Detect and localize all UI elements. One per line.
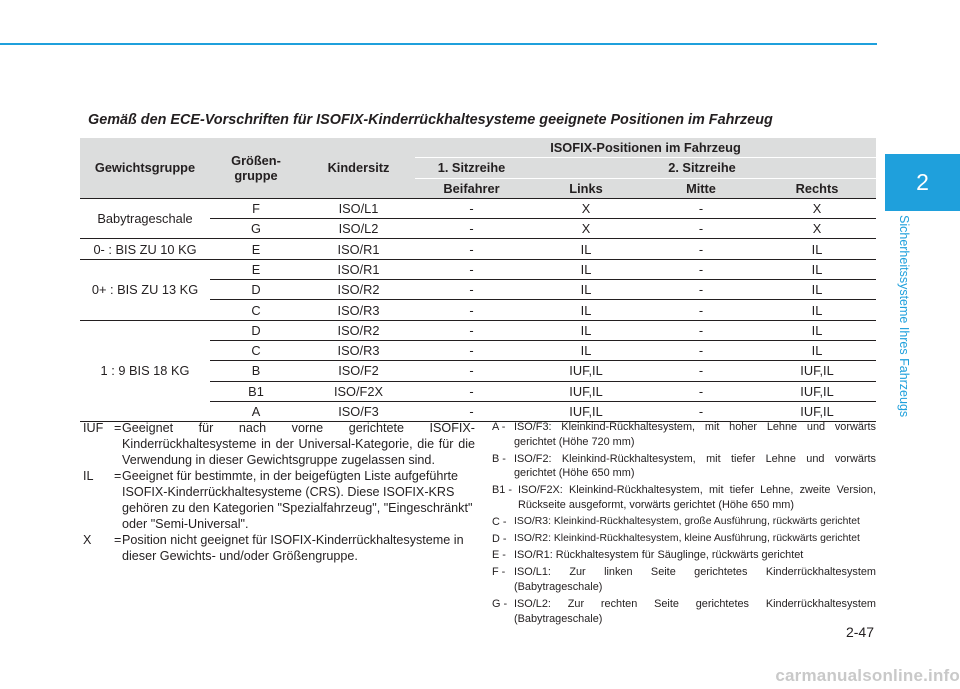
category-note <box>492 597 876 627</box>
category-text: ISO/F3: Kleinkind-Rückhaltesystem, mit hoher Lehne und vorwärts gerichtet (Höhe 720 mm) <box>514 421 876 448</box>
groessengruppe-cell: C <box>210 300 302 320</box>
rechts-cell: X <box>758 219 876 239</box>
category-key: G - <box>492 597 508 610</box>
gewichtsgruppe-cell: 0+ : BIS ZU 13 KG <box>80 259 210 320</box>
note-x <box>83 532 475 564</box>
note-iuf <box>83 420 475 468</box>
mitte-cell: - <box>644 340 758 360</box>
groessengruppe-cell: F <box>210 198 302 218</box>
header-isofix-positionen: ISOFIX-Positionen im Fahrzeug <box>415 138 876 158</box>
note-text: Geeignet für bestimmte, in der beigefügten Liste aufgeführte ISOFIX-Kinderrückhaltesysteme (CRS). Diese ISOFIX-KRS gehören zu den Kategorien "Spezialfahrzeug", "Eingeschränkt" oder "Semi-Universal". <box>122 469 473 531</box>
category-key: B1 - <box>492 484 512 497</box>
rechts-cell: IL <box>758 320 876 340</box>
beifahrer-cell: - <box>415 300 528 320</box>
isofix-table <box>80 138 876 422</box>
note-il <box>83 468 475 532</box>
header-groessengruppe-text: Größen-gruppe <box>231 152 281 183</box>
kindersitz-cell: ISO/F2 <box>302 361 415 381</box>
links-cell: IL <box>528 239 644 259</box>
rechts-cell: IL <box>758 300 876 320</box>
top-rule <box>0 43 877 45</box>
links-cell: IL <box>528 320 644 340</box>
beifahrer-cell: - <box>415 361 528 381</box>
category-note <box>492 452 876 482</box>
groessengruppe-cell: A <box>210 401 302 421</box>
header-groessengruppe <box>210 138 302 198</box>
groessengruppe-cell: B1 <box>210 381 302 401</box>
groessengruppe-cell: G <box>210 219 302 239</box>
gewichtsgruppe-cell: Babytrageschale <box>80 198 210 239</box>
chapter-number: 2 <box>916 169 929 195</box>
links-cell: IL <box>528 259 644 279</box>
rechts-cell: IUF,IL <box>758 401 876 421</box>
category-key: E - <box>492 549 506 562</box>
mitte-cell: - <box>644 381 758 401</box>
mitte-cell: - <box>644 239 758 259</box>
note-equals: = <box>114 421 122 435</box>
rechts-cell: IL <box>758 280 876 300</box>
groessengruppe-cell: D <box>210 320 302 340</box>
category-text: ISO/F2X: Kleinkind-Rückhaltesystem, mit tiefer Lehne, zweite Version, Rückseite ausgeformt, vorwärts gerichtet (Höhe 650 mm) <box>518 484 876 511</box>
seat-category-notes <box>492 420 876 628</box>
beifahrer-cell: - <box>415 381 528 401</box>
page-number: 2-47 <box>845 624 874 640</box>
beifahrer-cell: - <box>415 198 528 218</box>
note-key: X <box>83 533 92 547</box>
mitte-cell: - <box>644 280 758 300</box>
kindersitz-cell: ISO/R1 <box>302 239 415 259</box>
note-text: Position nicht geeignet für ISOFIX-Kinderrückhaltesysteme in dieser Gewichts- und/oder Größengruppe. <box>122 533 464 563</box>
category-text: ISO/R2: Kleinkind-Rückhaltesystem, kleine Ausführung, rückwärts gerichtet <box>514 532 860 544</box>
header-beifahrer: Beifahrer <box>415 178 528 198</box>
mitte-cell: - <box>644 219 758 239</box>
kindersitz-cell: ISO/L2 <box>302 219 415 239</box>
beifahrer-cell: - <box>415 259 528 279</box>
links-cell: X <box>528 219 644 239</box>
rechts-cell: IL <box>758 340 876 360</box>
beifahrer-cell: - <box>415 340 528 360</box>
category-note <box>492 565 876 595</box>
beifahrer-cell: - <box>415 239 528 259</box>
chapter-number-tab <box>885 154 960 211</box>
kindersitz-cell: ISO/R2 <box>302 320 415 340</box>
watermark: carmanualsonline.info <box>775 666 960 685</box>
groessengruppe-cell: E <box>210 259 302 279</box>
kindersitz-cell: ISO/R3 <box>302 300 415 320</box>
category-key: C - <box>492 515 507 528</box>
table-row <box>80 198 876 218</box>
groessengruppe-cell: D <box>210 280 302 300</box>
mitte-cell: - <box>644 361 758 381</box>
kindersitz-cell: ISO/F2X <box>302 381 415 401</box>
rechts-cell: IL <box>758 259 876 279</box>
category-note <box>492 420 876 450</box>
category-key: B - <box>492 452 506 465</box>
category-key: D - <box>492 532 507 545</box>
kindersitz-cell: ISO/F3 <box>302 401 415 421</box>
chapter-label: Sicherheitssysteme Ihres Fahrzeugs <box>897 215 911 418</box>
header-kindersitz: Kindersitz <box>302 138 415 198</box>
table-row <box>80 320 876 340</box>
category-note <box>492 532 876 547</box>
section-title: Gemäß den ECE-Vorschriften für ISOFIX-Kinderrückhaltesysteme geeignete Positionen im Fahrzeug <box>88 112 773 128</box>
header-gewichtsgruppe: Gewichtsgruppe <box>80 138 210 198</box>
rechts-cell: IUF,IL <box>758 361 876 381</box>
beifahrer-cell: - <box>415 219 528 239</box>
category-note <box>492 515 876 530</box>
header-sitzreihe-2: 2. Sitzreihe <box>528 158 876 178</box>
mitte-cell: - <box>644 259 758 279</box>
category-note <box>492 483 876 513</box>
kindersitz-cell: ISO/R3 <box>302 340 415 360</box>
category-key: F - <box>492 566 506 579</box>
gewichtsgruppe-cell: 1 : 9 BIS 18 KG <box>80 320 210 421</box>
category-text: ISO/R3: Kleinkind-Rückhaltesystem, große Ausführung, rückwärts gerichtet <box>514 515 860 527</box>
links-cell: IL <box>528 340 644 360</box>
rechts-cell: X <box>758 198 876 218</box>
note-key: IUF <box>83 421 104 435</box>
legend-notes <box>83 420 475 564</box>
mitte-cell: - <box>644 320 758 340</box>
header-sitzreihe-1: 1. Sitzreihe <box>415 158 528 178</box>
table-row <box>80 259 876 279</box>
category-text: ISO/F2: Kleinkind-Rückhaltesystem, mit tiefer Lehne und vorwärts gerichtet (Höhe 650 mm) <box>514 452 876 480</box>
category-key: A - <box>492 421 506 433</box>
note-equals: = <box>114 533 122 547</box>
links-cell: IL <box>528 280 644 300</box>
links-cell: IUF,IL <box>528 361 644 381</box>
links-cell: X <box>528 198 644 218</box>
mitte-cell: - <box>644 198 758 218</box>
beifahrer-cell: - <box>415 401 528 421</box>
groessengruppe-cell: E <box>210 239 302 259</box>
note-equals: = <box>114 469 122 483</box>
gewichtsgruppe-cell: 0- : BIS ZU 10 KG <box>80 239 210 259</box>
category-text: ISO/L1: Zur linken Seite gerichtetes Kinderrückhaltesystem (Babytrageschale) <box>514 566 876 593</box>
kindersitz-cell: ISO/R1 <box>302 259 415 279</box>
header-rechts: Rechts <box>758 178 876 198</box>
table-body <box>80 198 876 421</box>
links-cell: IUF,IL <box>528 401 644 421</box>
beifahrer-cell: - <box>415 320 528 340</box>
mitte-cell: - <box>644 401 758 421</box>
kindersitz-cell: ISO/R2 <box>302 280 415 300</box>
links-cell: IUF,IL <box>528 381 644 401</box>
beifahrer-cell: - <box>415 280 528 300</box>
mitte-cell: - <box>644 300 758 320</box>
rechts-cell: IUF,IL <box>758 381 876 401</box>
groessengruppe-cell: C <box>210 340 302 360</box>
category-text: ISO/R1: Rückhaltesystem für Säuglinge, rückwärts gerichtet <box>514 549 804 562</box>
category-note <box>492 548 876 563</box>
links-cell: IL <box>528 300 644 320</box>
groessengruppe-cell: B <box>210 361 302 381</box>
header-mitte: Mitte <box>644 178 758 198</box>
rechts-cell: IL <box>758 239 876 259</box>
note-text: Geeignet für nach vorne gerichtete ISOFIX-Kinderrückhaltesysteme in der Universal-Kategorie, die für die Verwendung in dieser Gewichtsgruppe zugelassen sind. <box>122 421 475 467</box>
category-text: ISO/L2: Zur rechten Seite gerichtetes Kinderrückhaltesystem (Babytrageschale) <box>514 597 876 625</box>
table-row <box>80 239 876 259</box>
kindersitz-cell: ISO/L1 <box>302 198 415 218</box>
note-key: IL <box>83 469 94 483</box>
header-links: Links <box>528 178 644 198</box>
